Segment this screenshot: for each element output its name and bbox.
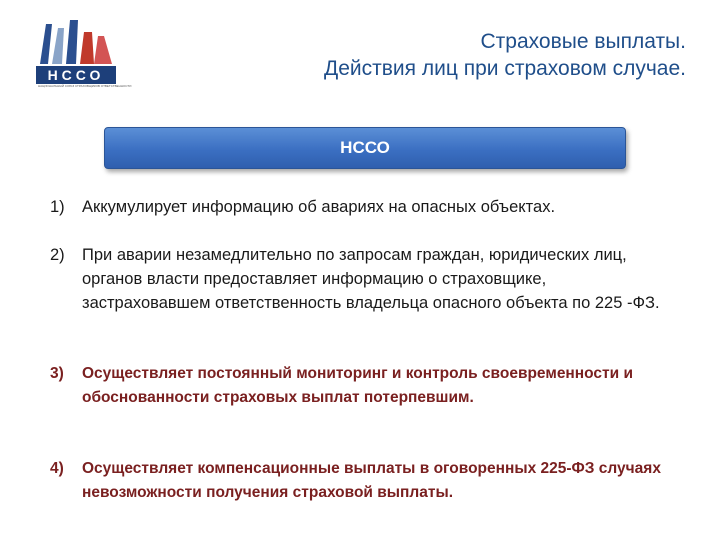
list-item-1 bbox=[50, 195, 670, 219]
nsso-banner: НССО bbox=[104, 127, 626, 169]
logo-letters: НССО bbox=[47, 67, 105, 83]
page-title bbox=[324, 28, 686, 82]
logo-flask-red-2 bbox=[94, 36, 112, 64]
list-item-text: Осуществляет компенсационные выплаты в оговоренных 225-ФЗ случаях невозможности получения страховой выплаты. bbox=[82, 460, 661, 501]
list-item-number: 4) bbox=[50, 460, 64, 477]
list-item-text: При аварии незамедлительно по запросам граждан, юридических лиц, органов власти предоставляет информацию о страховщике, застраховавшем ответственность владельца опасного объекта по 225 -ФЗ. bbox=[82, 246, 660, 312]
list-item-2 bbox=[50, 243, 670, 315]
list-item-text: Аккумулирует информацию об авариях на опасных объектах. bbox=[82, 198, 556, 216]
list-item-3 bbox=[50, 362, 670, 410]
logo-flask-blue bbox=[40, 24, 52, 64]
list-item-4 bbox=[50, 457, 670, 505]
list-item-number: 3) bbox=[50, 365, 64, 382]
logo-flask-blue-2 bbox=[66, 20, 78, 64]
list-item-number: 1) bbox=[50, 198, 65, 216]
logo-flask-light bbox=[52, 28, 64, 64]
list-item-text: Осуществляет постоянный мониторинг и контроль своевременности и обоснованности страховых выплат потерпевшим. bbox=[82, 365, 633, 406]
list-item-number: 2) bbox=[50, 246, 65, 264]
title-line-2: Действия лиц при страховом случае. bbox=[324, 57, 686, 80]
logo-flask-red bbox=[80, 32, 94, 64]
title-line-1: Страховые выплаты. bbox=[480, 30, 686, 53]
logo-subtitle: НАЦИОНАЛЬНЫЙ СОЮЗ СТРАХОВЩИКОВ ОТВЕТСТВЕННОСТИ bbox=[38, 84, 132, 88]
